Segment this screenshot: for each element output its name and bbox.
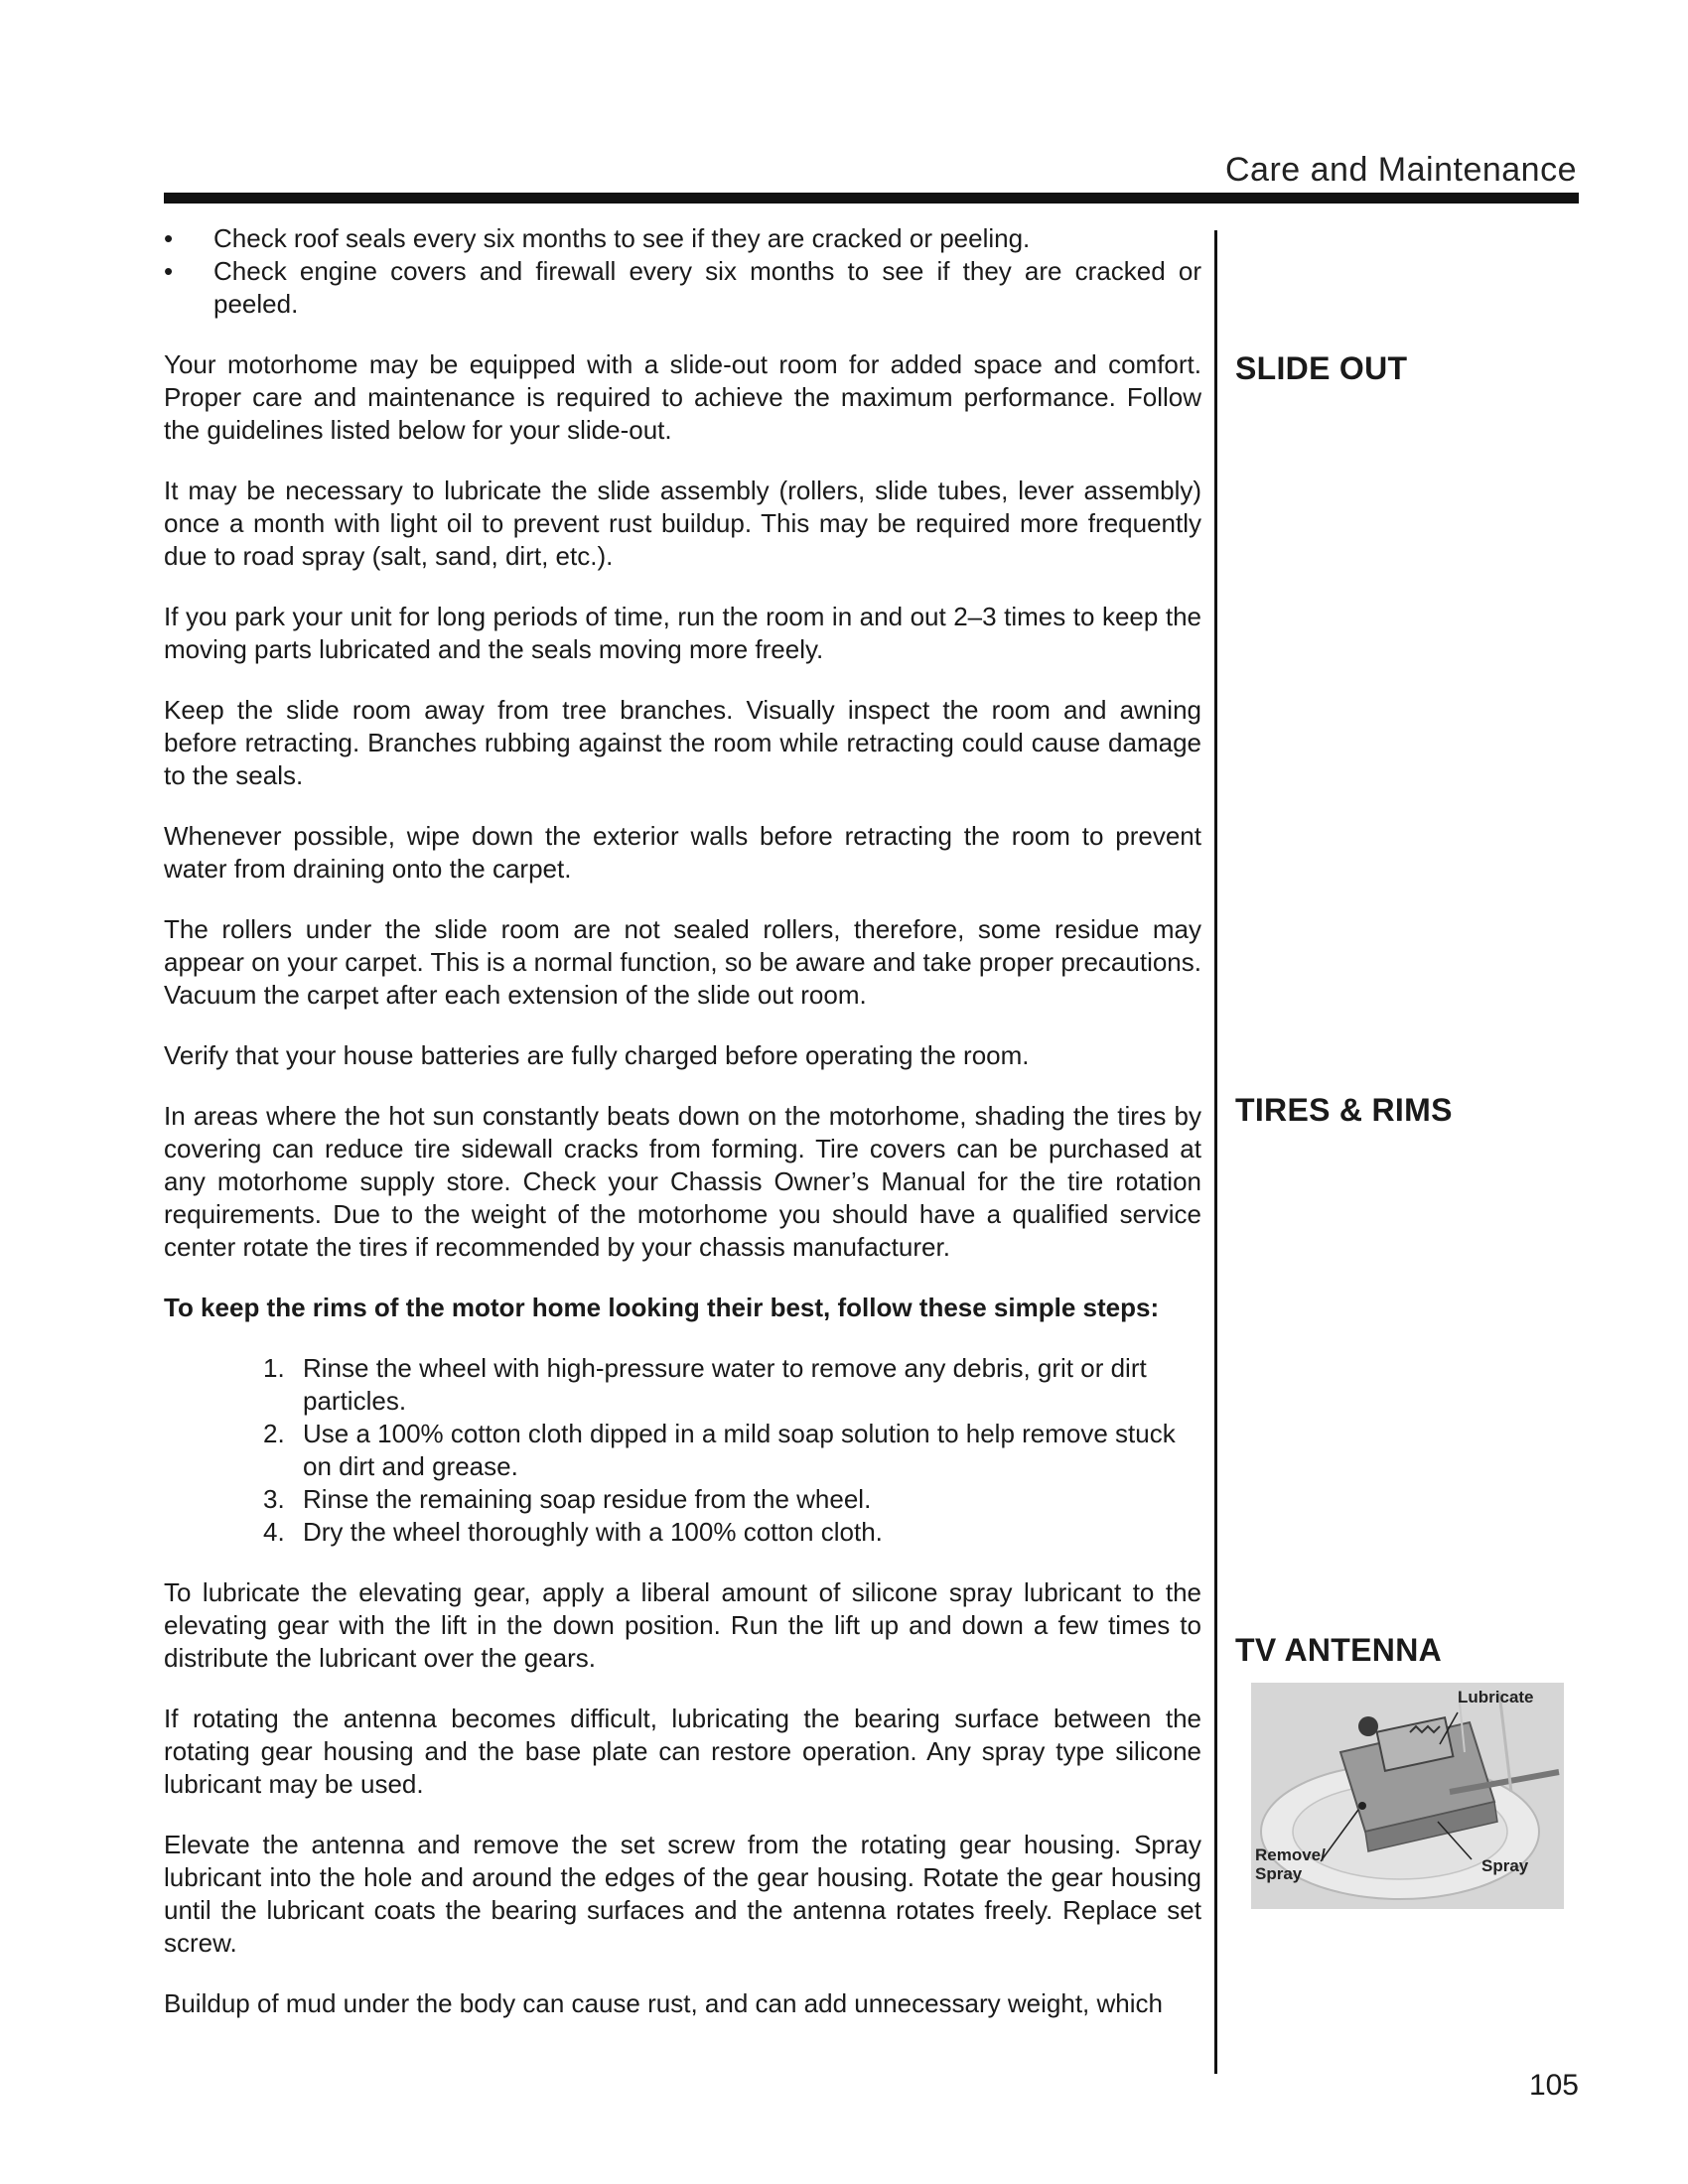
step-text: Dry the wheel thoroughly with a 100% cotton cloth. [303, 1517, 883, 1547]
paragraph: The rollers under the slide room are not sealed rollers, therefore, some residue may appear on your carpet. This is a normal function, so be aware and take proper precautions. Vacuum the carpet after each extension of the slide out room. [164, 914, 1201, 1010]
paragraph: Verify that your house batteries are fully charged before operating the room. [164, 1040, 1030, 1070]
paragraph: If you park your unit for long periods of time, run the room in and out 2–3 times to keep the moving parts lubricated and the seals moving more freely. [164, 602, 1201, 664]
side-heading-slide-out: SLIDE OUT [1235, 350, 1408, 386]
list-item [164, 1516, 1201, 1549]
paragraph: Whenever possible, wipe down the exterior walls before retracting the room to prevent water from draining onto the carpet. [164, 821, 1201, 884]
step-text: Rinse the wheel with high-pressure water to remove any debris, grit or dirt particles. [303, 1353, 1147, 1416]
list-item: • Check engine covers and firewall every six months to see if they are cracked or peeled. [164, 255, 1201, 321]
step-text: Rinse the remaining soap residue from the wheel. [303, 1484, 872, 1514]
list-item [164, 1483, 1201, 1516]
roof-check-list [164, 222, 1201, 321]
photo-label-spray: Spray [1481, 1856, 1529, 1875]
antenna-gear-photo [1251, 1683, 1564, 1909]
paragraph: It may be necessary to lubricate the slide assembly (rollers, slide tubes, lever assembly) once a month with light oil to prevent rust buildup. This may be required more frequently due to road spray (salt, sand, dirt, etc.). [164, 476, 1201, 571]
photo-label-lubricate: Lubricate [1458, 1688, 1534, 1706]
paragraph: Elevate the antenna and remove the set screw from the rotating gear housing. Spray lubricant into the hole and around the edges of the gear housing. Rotate the gear housing until the lubricant coats the bearing surfaces and the antenna rotates freely. Replace set screw. [164, 1830, 1201, 1958]
paragraph: If rotating the antenna becomes difficult, lubricating the bearing surface between the rotating gear housing and the base plate can restore operation. Any spray type silicone lubricant may be used. [164, 1704, 1201, 1799]
side-heading-tires-rims: TIRES & RIMS [1235, 1092, 1453, 1128]
step-number: 3. [263, 1484, 285, 1514]
paragraph: Your motorhome may be equipped with a slide-out room for added space and comfort. Proper care and maintenance is required to achieve the maximum performance. Follow the guidelines listed below for your slide-out. [164, 349, 1201, 445]
rim-cleaning-steps [164, 1352, 1201, 1549]
list-item: • Check roof seals every six months to see if they are cracked or peeling. [164, 222, 1201, 255]
paragraph: In areas where the hot sun constantly beats down on the motorhome, shading the tires by covering can reduce tire sidewall cracks from forming. Tire covers can be purchased at any motorhome supply store. Check your Chassis Owner’s Manual for the tire rotation requirements. Due to the weight of the motorhome you should have a qualified service center rotate the tires if recommended by your chassis manufacturer. [164, 1101, 1201, 1262]
step-number: 1. [263, 1353, 285, 1383]
step-text: Use a 100% cotton cloth dipped in a mild soap solution to help remove stuck on dirt and grease. [303, 1419, 1176, 1481]
main-text-column [164, 222, 1201, 2048]
photo-label-remove-spray: Remove/ Spray [1255, 1845, 1326, 1883]
header-rule [164, 193, 1579, 204]
paragraph: Keep the slide room away from tree branches. Visually inspect the room and awning before retracting. Branches rubbing against the room while retracting could cause damage to the seals. [164, 695, 1201, 790]
page-number: 105 [1528, 2069, 1579, 2102]
page-header-title: Care and Maintenance [1224, 151, 1577, 189]
step-number: 4. [263, 1517, 285, 1547]
rims-intro: To keep the rims of the motor home looking their best, follow these simple steps: [164, 1293, 1160, 1322]
step-number: 2. [263, 1419, 285, 1448]
list-item [164, 1418, 1201, 1483]
paragraph: Buildup of mud under the body can cause rust, and can add unnecessary weight, which [164, 1988, 1163, 2018]
list-item [164, 1352, 1201, 1418]
column-divider [1214, 230, 1217, 2074]
paragraph: To lubricate the elevating gear, apply a liberal amount of silicone spray lubricant to the elevating gear with the lift in the down position. Run the lift up and down a few times to distribute the lubricant over the gears. [164, 1577, 1201, 1673]
side-heading-tv-antenna: TV ANTENNA [1235, 1632, 1443, 1668]
